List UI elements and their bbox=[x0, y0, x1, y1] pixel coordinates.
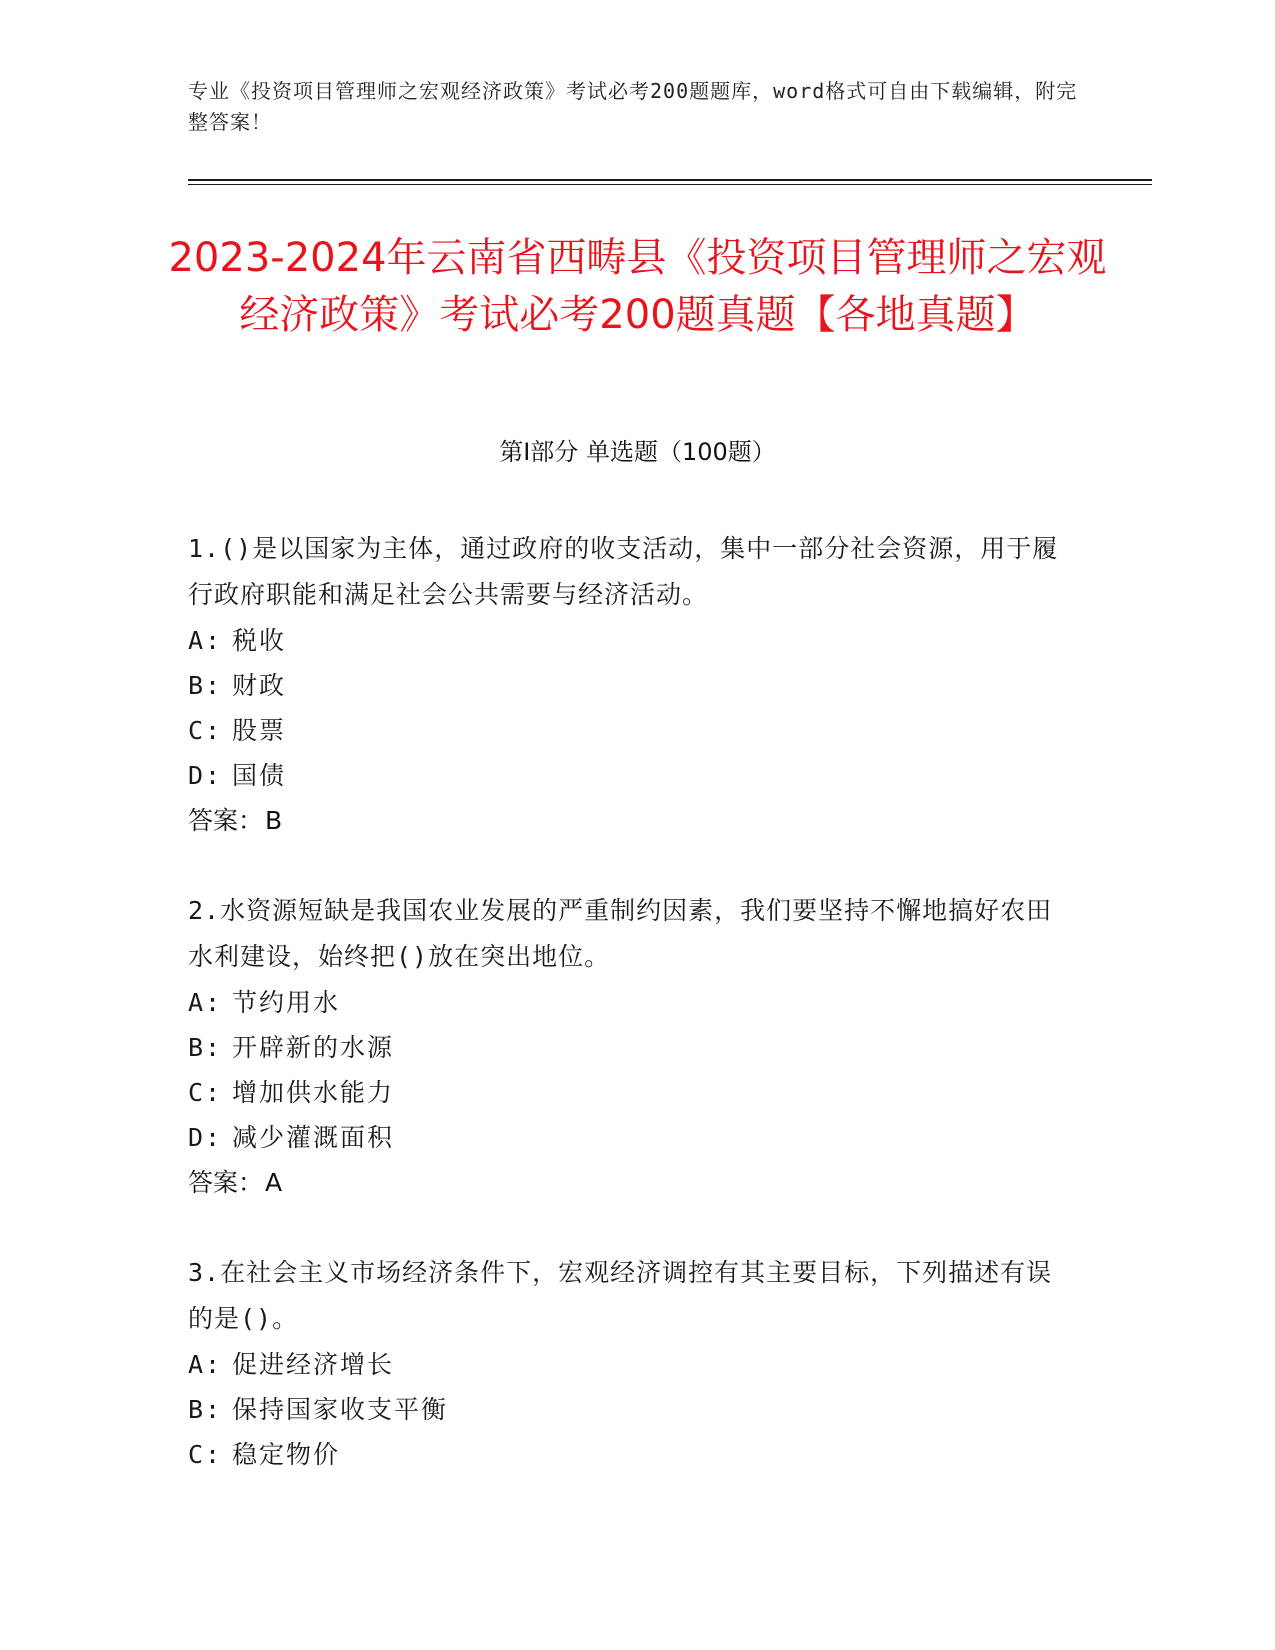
question-stem: 3.在社会主义市场经济条件下，宏观经济调控有其主要目标，下列描述有误的是()。 bbox=[188, 1258, 1053, 1333]
answer-value: B bbox=[265, 806, 283, 835]
option-a bbox=[188, 1342, 1068, 1387]
option-letter: B: bbox=[188, 1033, 223, 1062]
option-a bbox=[188, 618, 1068, 663]
header-divider-thick bbox=[188, 179, 1152, 181]
option-d bbox=[188, 1115, 1068, 1160]
header-divider-thin bbox=[188, 184, 1152, 185]
option-text: 财政 bbox=[232, 671, 287, 700]
option-b bbox=[188, 663, 1068, 708]
option-c bbox=[188, 1070, 1068, 1115]
option-letter: C: bbox=[188, 1440, 223, 1469]
option-letter: D: bbox=[188, 761, 223, 790]
option-c bbox=[188, 1432, 1068, 1477]
option-b bbox=[188, 1025, 1068, 1070]
option-letter: A: bbox=[188, 988, 223, 1017]
answer-label: 答案： bbox=[188, 806, 264, 835]
option-b bbox=[188, 1387, 1068, 1432]
answer-line bbox=[188, 798, 1068, 843]
option-text: 增加供水能力 bbox=[232, 1078, 395, 1107]
option-text: 税收 bbox=[232, 626, 287, 655]
option-c bbox=[188, 708, 1068, 753]
option-letter: B: bbox=[188, 671, 223, 700]
option-a bbox=[188, 980, 1068, 1025]
option-letter: C: bbox=[188, 716, 223, 745]
option-letter: A: bbox=[188, 1350, 223, 1379]
option-d bbox=[188, 753, 1068, 798]
option-text: 开辟新的水源 bbox=[232, 1033, 395, 1062]
option-text: 股票 bbox=[232, 716, 287, 745]
header-note: 专业《投资项目管理师之宏观经济政策》考试必考200题题库，word格式可自由下载编辑，附完整答案！ bbox=[188, 79, 1078, 134]
option-text: 促进经济增长 bbox=[232, 1350, 395, 1379]
section-heading: 第I部分 单选题（100题） bbox=[499, 438, 776, 466]
answer-value: A bbox=[265, 1168, 283, 1197]
option-letter: B: bbox=[188, 1395, 223, 1424]
option-letter: D: bbox=[188, 1123, 223, 1152]
answer-label: 答案： bbox=[188, 1168, 264, 1197]
question-1 bbox=[188, 526, 1068, 843]
option-text: 国债 bbox=[232, 761, 287, 790]
option-letter: A: bbox=[188, 626, 223, 655]
option-text: 减少灌溉面积 bbox=[232, 1123, 395, 1152]
option-letter: C: bbox=[188, 1078, 223, 1107]
answer-line bbox=[188, 1160, 1068, 1205]
question-stem: 2.水资源短缺是我国农业发展的严重制约因素，我们要坚持不懈地搞好农田水利建设，始终把()放在突出地位。 bbox=[188, 896, 1053, 971]
question-stem: 1.()是以国家为主体，通过政府的收支活动，集中一部分社会资源，用于履行政府职能和满足社会公共需要与经济活动。 bbox=[188, 534, 1059, 609]
document-title: 2023-2024年云南省西畴县《投资项目管理师之宏观经济政策》考试必考200题真题【各地真题】 bbox=[168, 235, 1107, 338]
option-text: 节约用水 bbox=[232, 988, 341, 1017]
question-3 bbox=[188, 1250, 1068, 1477]
option-text: 保持国家收支平衡 bbox=[232, 1395, 449, 1424]
option-text: 稳定物价 bbox=[232, 1440, 341, 1469]
question-2 bbox=[188, 888, 1068, 1205]
